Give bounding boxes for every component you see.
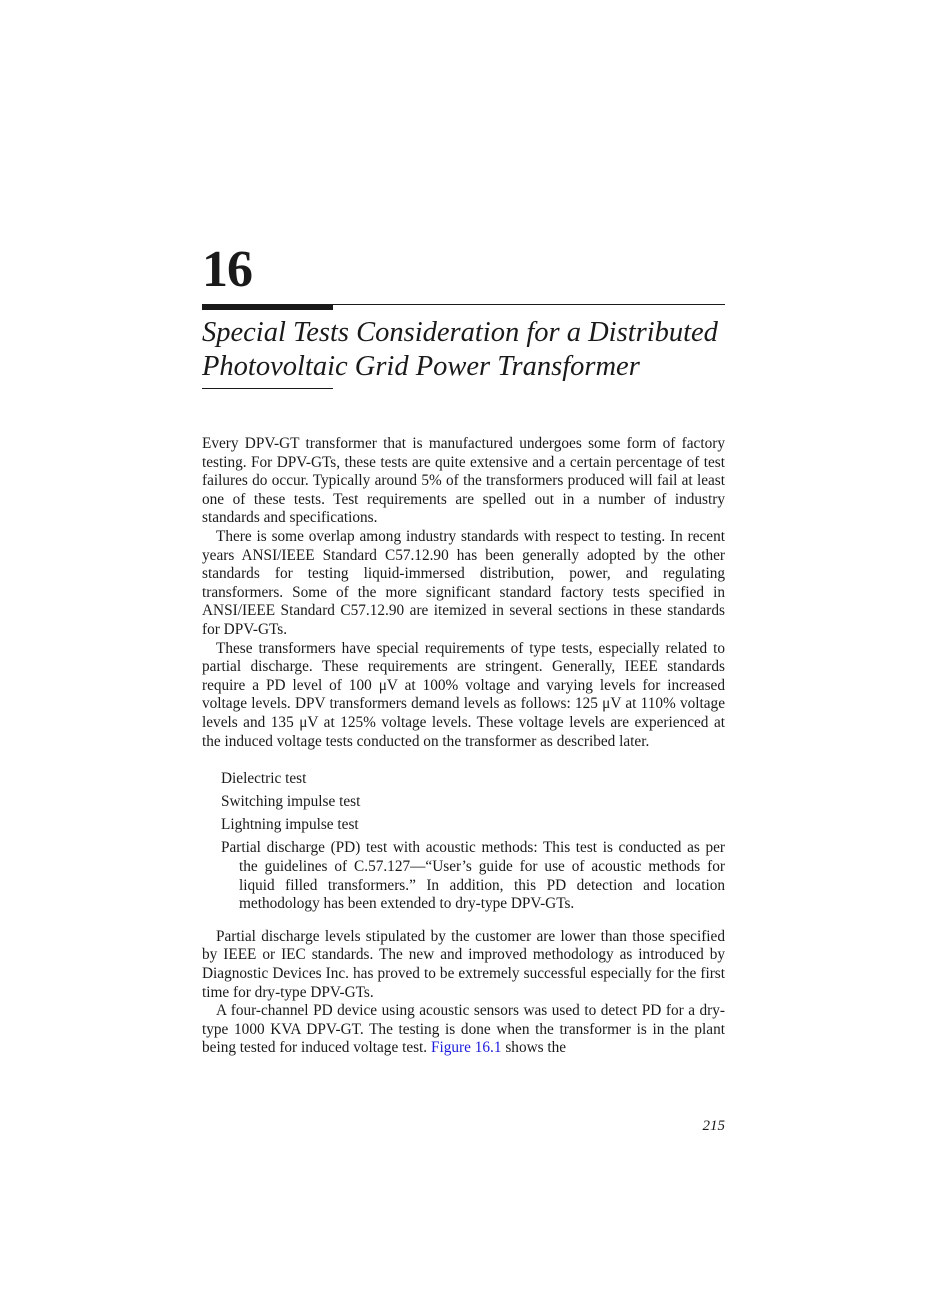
- body-text: [202, 435, 725, 1058]
- chapter-rule-thin: [333, 304, 725, 305]
- paragraph-5-text-end: shows the: [501, 1039, 567, 1057]
- paragraph-5: [202, 1002, 725, 1058]
- paragraph-4: Partial discharge levels stipulated by the customer are lower than those specified by IEEE or IEC standards. The new and improved methodology as introduced by Diagnostic Devices Inc. has proved to be extremely successful especially for the first time for dry-type DPV-GTs.: [202, 927, 725, 1001]
- test-list: [202, 770, 725, 914]
- chapter-rule-thick: [202, 304, 333, 310]
- figure-link[interactable]: Figure 16.1: [430, 1039, 502, 1057]
- paragraph-1: Every DPV-GT transformer that is manufactured undergoes some form of factory testing. For DPV-GTs, these tests are quite extensive and a certain percentage of test failures do occur. Typically around 5% of the transformers produced will fail at least one of these tests. Test requirements are spelled out in a number of industry standards and specifications.: [202, 435, 725, 527]
- test-list-item: Partial discharge (PD) test with acoustic methods: This test is conducted as per the guidelines of C.57.127—“User’s guide for use of acoustic methods for liquid filled transformers.” In addition, this PD detection and location methodology has been extended to dry-type DPV-GTs.: [221, 839, 725, 913]
- test-list-item: Dielectric test: [221, 770, 307, 788]
- paragraph-3: These transformers have special requirements of type tests, especially related to partial discharge. These requirements are stringent. Generally, IEEE standards require a PD level of 100 μV at 100% voltage and varying levels for increased voltage levels. DPV transformers demand levels as follows: 125 μV at 110% voltage levels and 135 μV at 125% voltage levels. These voltage levels are experienced at the induced voltage tests conducted on the transformer as described later.: [202, 639, 725, 750]
- chapter-title: Special Tests Consideration for a Distributed Photovoltaic Grid Power Transformer: [202, 317, 718, 382]
- paragraph-2: There is some overlap among industry standards with respect to testing. In recent years ANSI/IEEE Standard C57.12.90 has been generally adopted by the other standards for testing liquid-immersed distribution, power, and regulating transformers. Some of the more significant standard factory tests specified in ANSI/IEEE Standard C57.12.90 are itemized in several sections in these standards for DPV-GTs.: [202, 527, 725, 638]
- test-list-item: Lightning impulse test: [221, 816, 359, 834]
- page-number: 215: [702, 1118, 725, 1134]
- test-list-item: Switching impulse test: [221, 793, 361, 811]
- chapter-number: 16: [202, 241, 252, 298]
- title-underline: [202, 388, 333, 389]
- paragraph-5-text-start: A four-channel PD device using acoustic sensors was used to detect PD for a dry-type 1000 KVA DPV-GT. The testing is done when the transformer is in the plant being tested for induced voltage test.: [202, 1002, 725, 1057]
